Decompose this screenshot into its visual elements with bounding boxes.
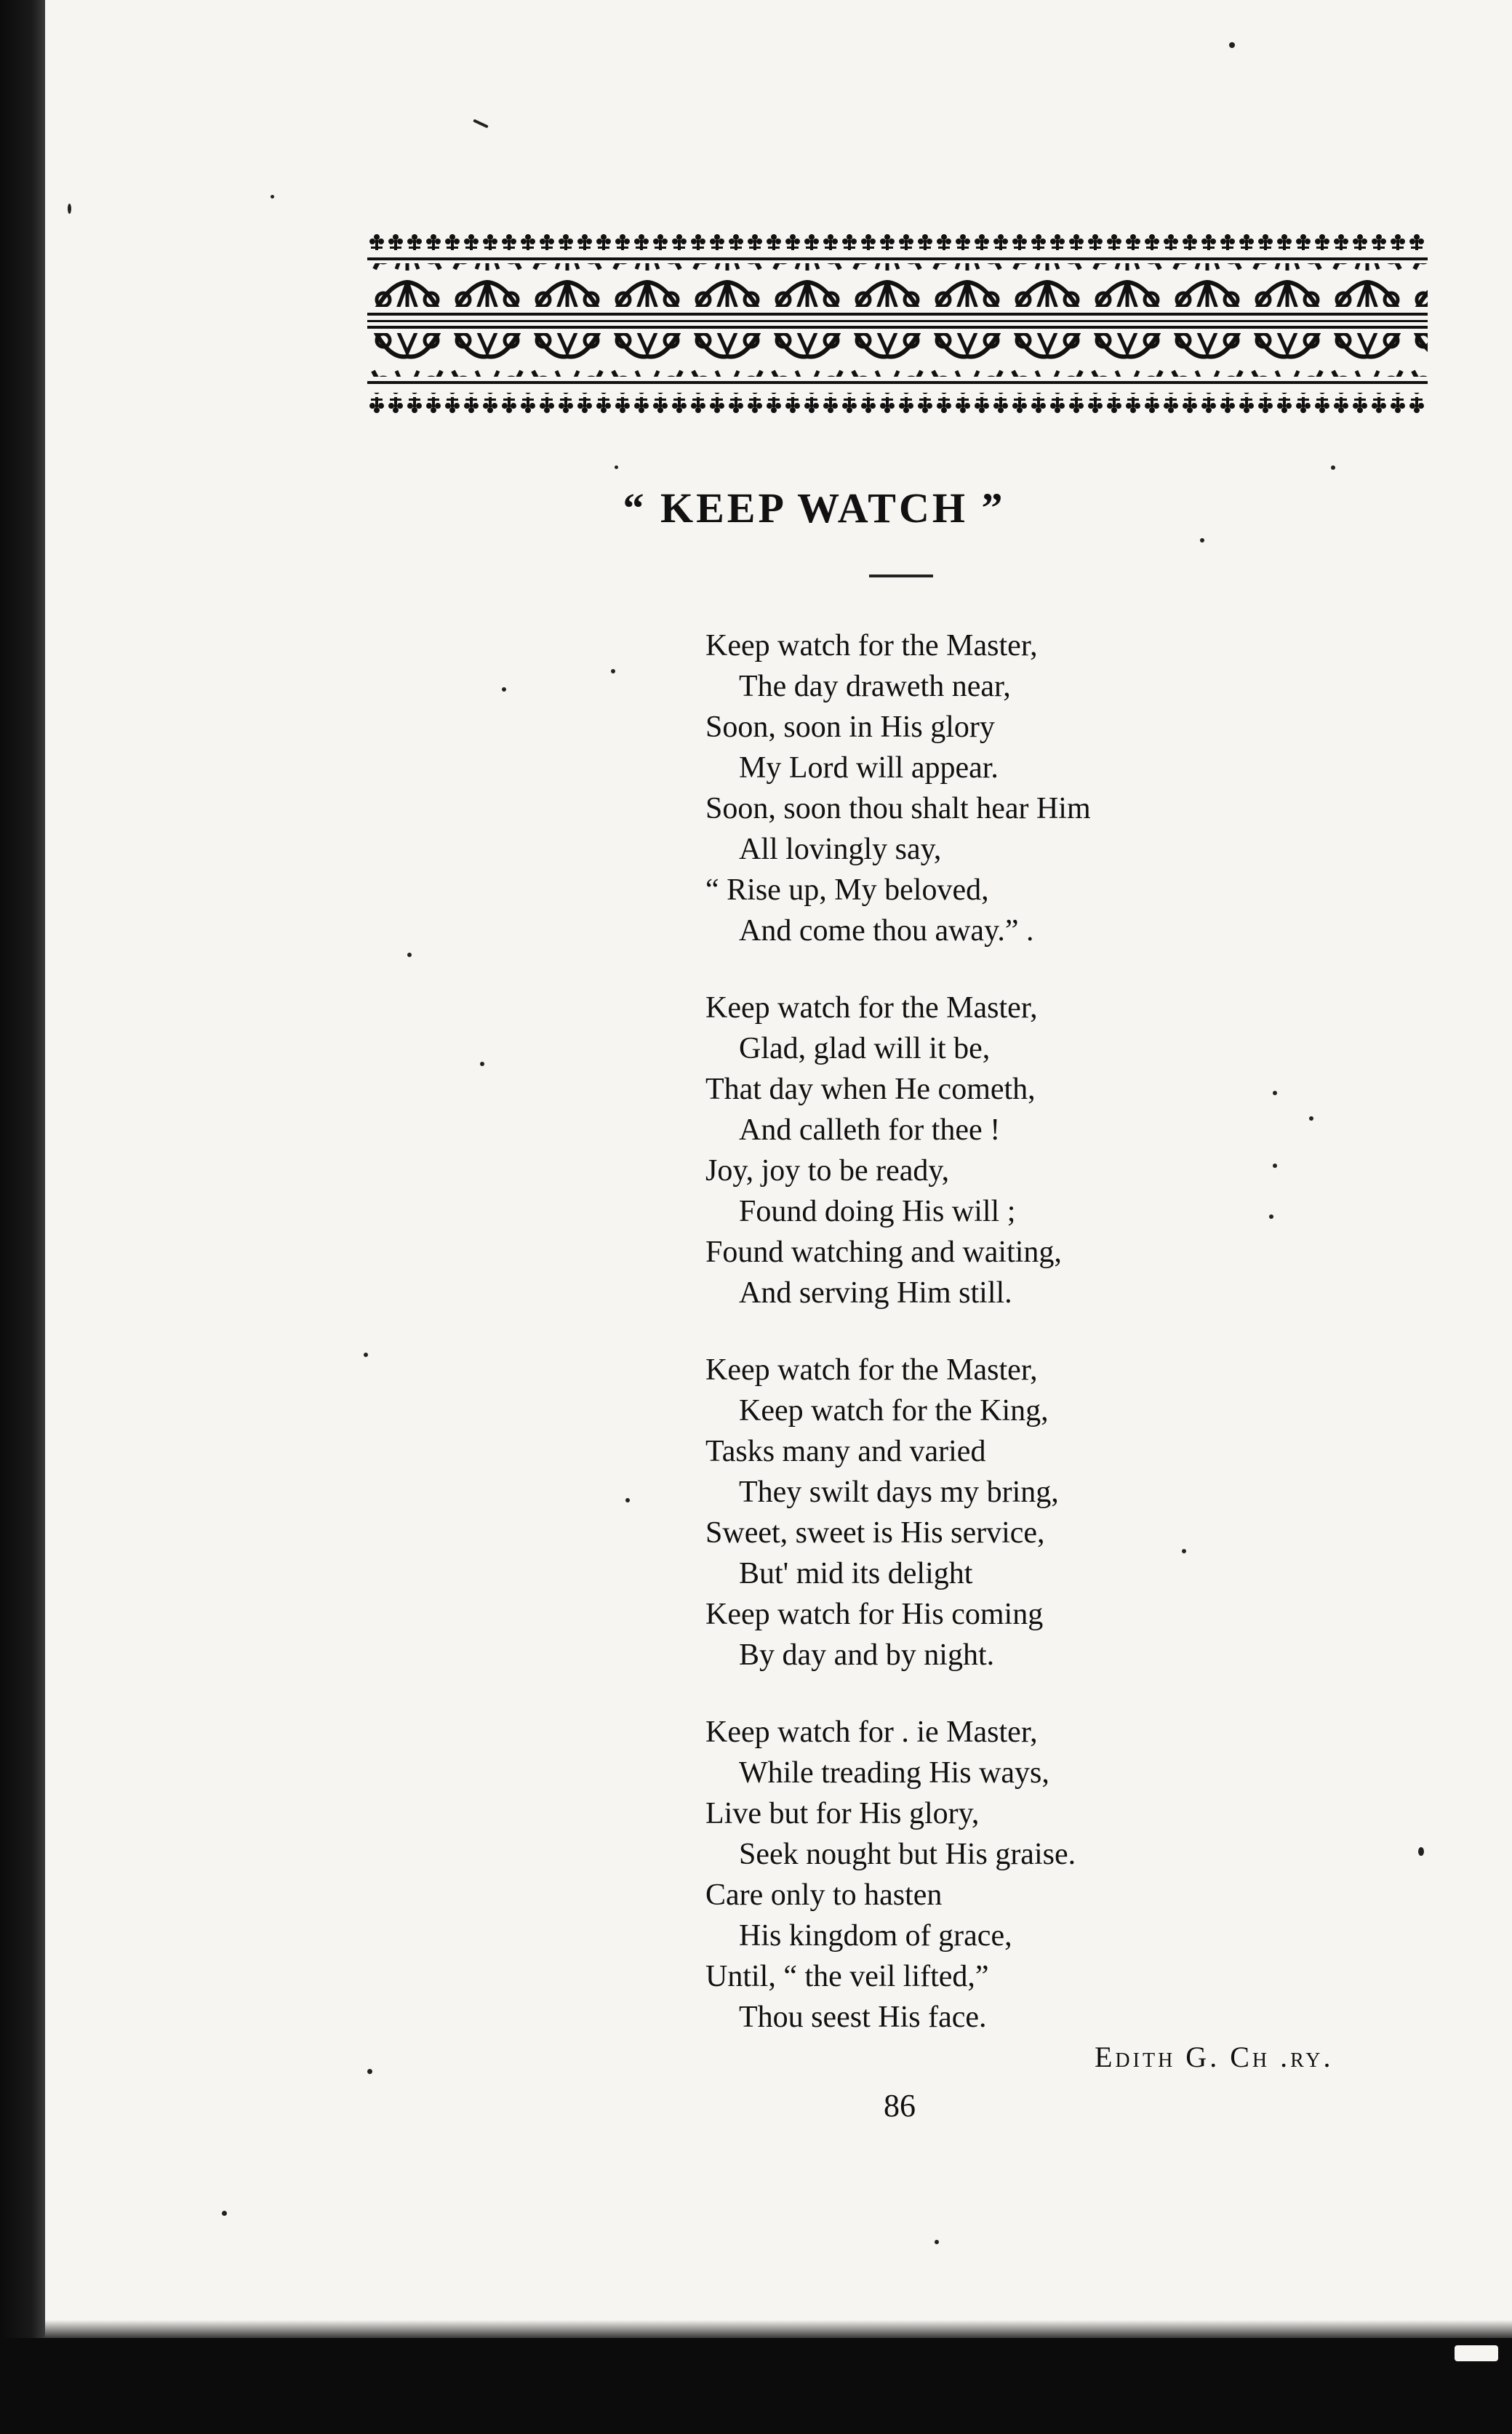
poem-line: And serving Him still.	[739, 1276, 1012, 1310]
page-number: 86	[884, 2088, 916, 2123]
poem-line: The day draweth near,	[739, 670, 1011, 703]
poem-line: My Lord will appear.	[739, 751, 999, 785]
poem-line: Keep watch for the Master,	[705, 629, 1038, 662]
poem-line: Thou seest His face.	[739, 2001, 987, 2034]
scan-edge-left	[0, 0, 45, 2434]
poem-line: All lovingly say,	[739, 833, 942, 866]
ornamental-border	[367, 233, 1428, 415]
scan-edge-bottom	[0, 2338, 1512, 2434]
scan-speck	[271, 195, 274, 199]
scan-speck	[615, 465, 618, 469]
poem-line: While treading His ways,	[739, 1756, 1049, 1790]
poem-line: Soon, soon thou shalt hear Him	[705, 792, 1091, 825]
poem-line: By day and by night.	[739, 1638, 995, 1672]
scan-speck	[1331, 465, 1335, 470]
poem-line: And come thou away.” .	[739, 914, 1034, 948]
scan-speck	[1229, 42, 1235, 48]
stanza	[705, 625, 1360, 951]
poem-line: Keep watch for the King,	[739, 1394, 1049, 1428]
poem-line: Glad, glad will it be,	[739, 1032, 991, 1065]
scan-speck	[502, 687, 506, 692]
scan-speck	[625, 1498, 630, 1502]
poem-title: “ KEEP WATCH ”	[623, 484, 1006, 532]
poem-line: That day when He cometh,	[705, 1073, 1036, 1106]
title-divider	[869, 575, 933, 577]
scan-speck	[407, 953, 412, 957]
poem-line: Tasks many and varied	[705, 1435, 986, 1468]
scan-speck	[222, 2211, 227, 2216]
poem-line: Until, “ the veil lifted,”	[705, 1960, 989, 1993]
scan-speck	[1418, 1847, 1424, 1856]
poem-body	[705, 625, 1360, 2074]
poem-line: Sweet, sweet is His service,	[705, 1516, 1045, 1550]
poem-line: Keep watch for the Master,	[705, 991, 1038, 1025]
poem-line: Live but for His glory,	[705, 1797, 980, 1830]
scan-speck	[480, 1062, 484, 1066]
poem-line: They swilt days my bring,	[739, 1476, 1059, 1509]
poem-line: Keep watch for the Master,	[705, 1353, 1038, 1387]
stanza	[705, 988, 1360, 1313]
stanza	[705, 1350, 1360, 1676]
scan-speck	[473, 119, 489, 129]
poem-line: Seek nought but His graise.	[739, 1838, 1076, 1871]
scan-speck	[611, 669, 615, 673]
poem-line: Care only to hasten	[705, 1878, 943, 1912]
stanza	[705, 1712, 1360, 2038]
scan-speck	[364, 1353, 368, 1357]
poem-line: Soon, soon in His glory	[705, 710, 995, 744]
scan-speck	[68, 204, 71, 214]
poem-line: “ Rise up, My beloved,	[705, 873, 989, 907]
scan-speck	[367, 2069, 372, 2074]
poem-line: Found watching and waiting,	[705, 1236, 1062, 1269]
author-attribution: Edith G. Ch .ry.	[1095, 2041, 1334, 2073]
poem-line: Keep watch for His coming	[705, 1598, 1044, 1631]
poem-line: But' mid its delight	[739, 1557, 973, 1590]
poem-line: Joy, joy to be ready,	[705, 1154, 950, 1188]
scan-speck	[1455, 2345, 1498, 2361]
poem-line: Keep watch for . ie Master,	[705, 1716, 1038, 1749]
poem-line: His kingdom of grace,	[739, 1919, 1012, 1953]
poem-line: Found doing His will ;	[739, 1195, 1016, 1228]
poem-line: And calleth for thee !	[739, 1113, 1001, 1147]
scan-speck	[935, 2240, 939, 2244]
scan-speck	[1200, 538, 1204, 543]
